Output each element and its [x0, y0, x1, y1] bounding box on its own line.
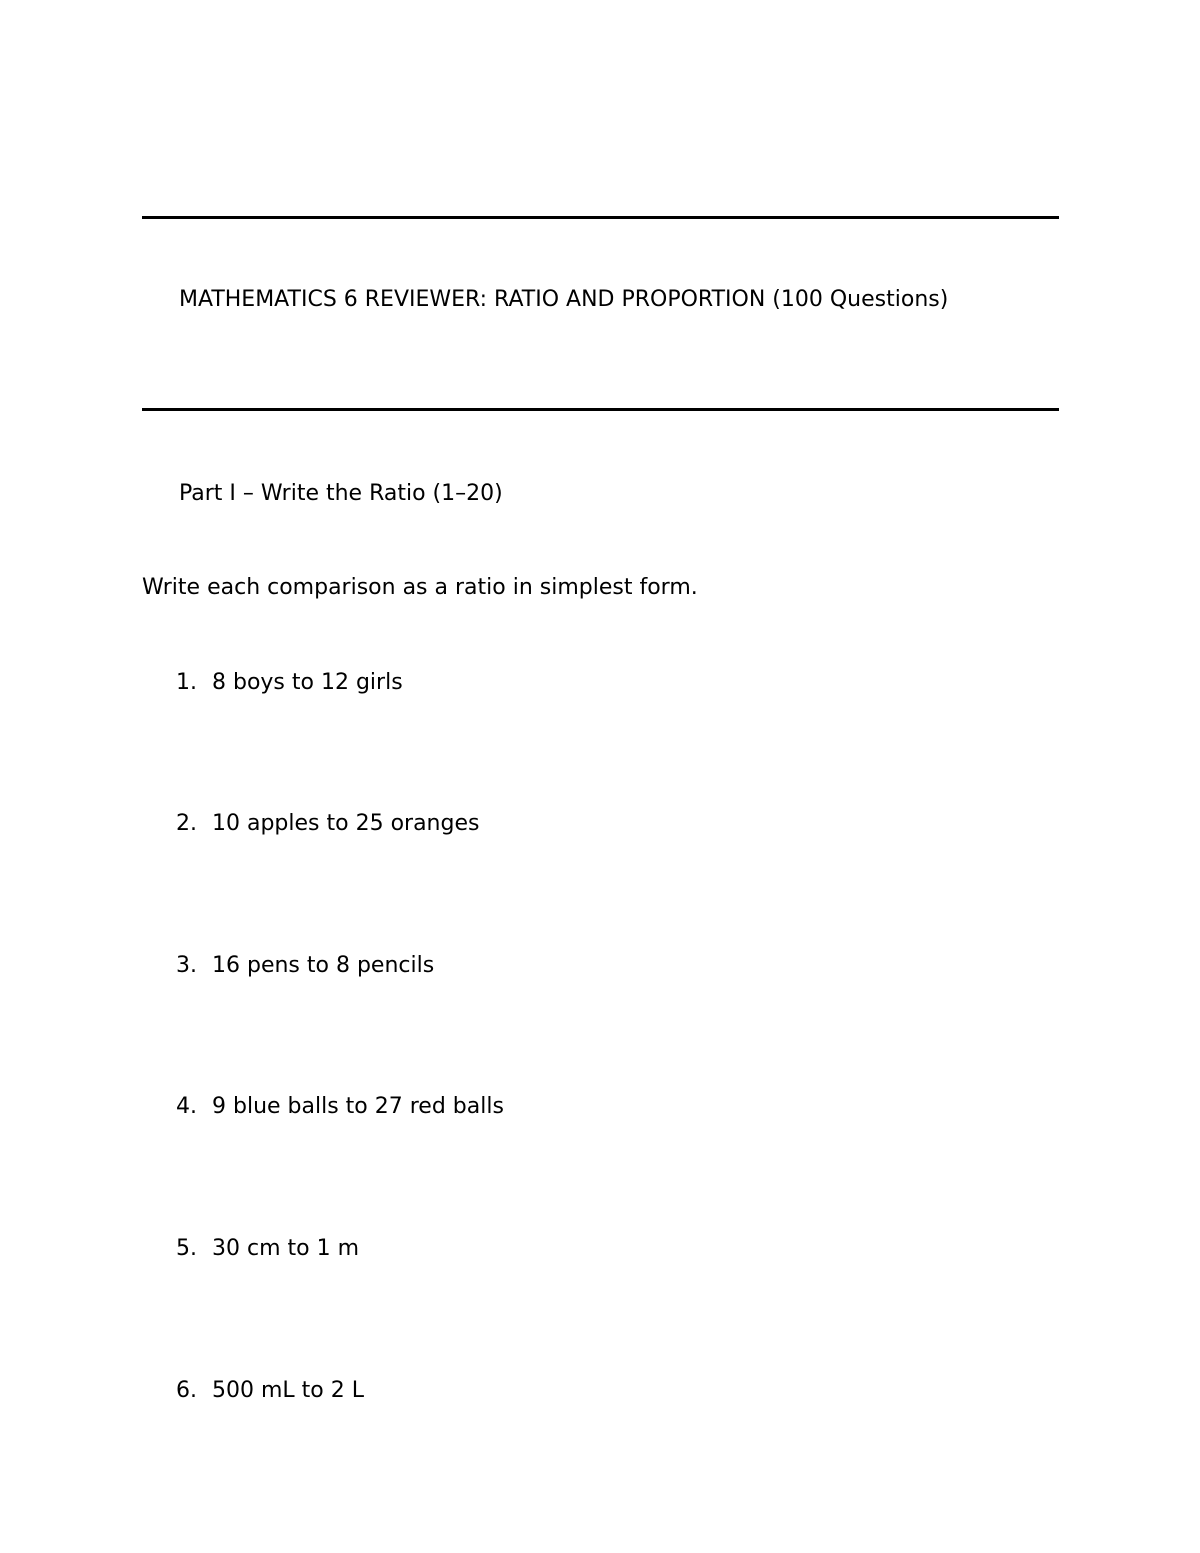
question-text: 16 pens to 8 pencils	[212, 953, 435, 978]
question-item	[176, 809, 479, 839]
question-item	[176, 668, 403, 698]
top-horizontal-rule	[142, 216, 1059, 219]
question-number: 6.	[176, 1378, 197, 1403]
question-text: 9 blue balls to 27 red balls	[212, 1094, 504, 1119]
question-number: 5.	[176, 1236, 197, 1261]
question-number: 2.	[176, 811, 197, 836]
question-number: 3.	[176, 953, 197, 978]
question-text: 30 cm to 1 m	[212, 1236, 360, 1261]
question-item	[176, 1376, 364, 1406]
question-number: 1.	[176, 670, 197, 695]
instruction-text: Write each comparison as a ratio in simplest form.	[142, 575, 698, 600]
question-number: 4.	[176, 1094, 197, 1119]
question-text: 500 mL to 2 L	[212, 1378, 364, 1403]
question-item	[176, 951, 434, 981]
question-item	[176, 1092, 504, 1122]
question-text: 8 boys to 12 girls	[212, 670, 403, 695]
question-text: 10 apples to 25 oranges	[212, 811, 480, 836]
document-title: MATHEMATICS 6 REVIEWER: RATIO AND PROPORTION (100 Questions)	[179, 287, 949, 312]
part-heading: Part I – Write the Ratio (1–20)	[179, 481, 503, 506]
question-item	[176, 1234, 359, 1264]
bottom-horizontal-rule	[142, 408, 1059, 411]
